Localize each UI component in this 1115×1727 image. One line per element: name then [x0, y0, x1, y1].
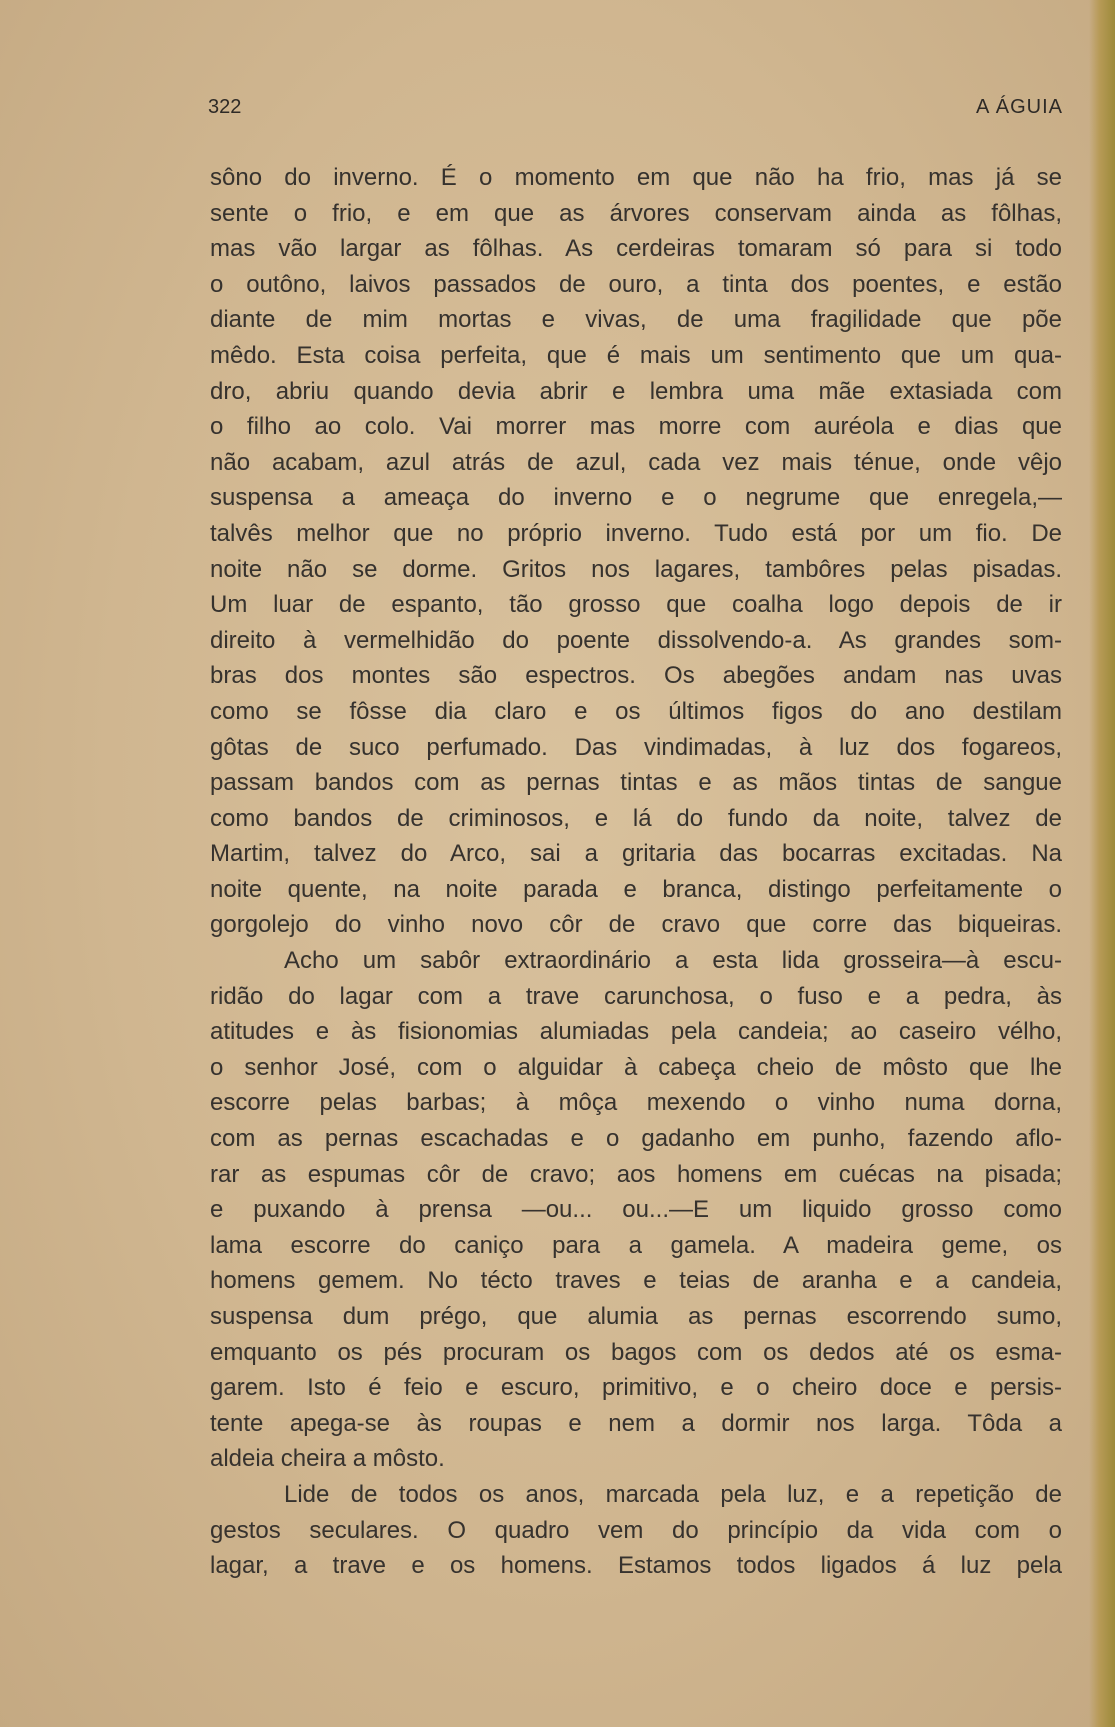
page-number: 322 — [208, 96, 242, 118]
text-line: rar as espumas côr de cravo; aos homens em cuécas na pisada; — [210, 1160, 1062, 1188]
text-line: como se fôsse dia claro e os últimos figos do ano destilam — [210, 697, 1062, 725]
running-head: A ÁGUIA — [975, 96, 1063, 118]
text-line: suspensa a ameaça do inverno e o negrume que enregela,— — [210, 484, 1062, 512]
page-header — [208, 92, 1063, 128]
text-line: atitudes e às fisionomias alumiadas pela candeia; ao caseiro vélho, — [210, 1018, 1062, 1046]
text-line: Martim, talvez do Arco, sai a gritaria das bocarras excitadas. Na — [210, 840, 1062, 868]
text-line: bras dos montes são espectros. Os abegões andam nas uvas — [210, 662, 1062, 690]
body-text — [210, 160, 1062, 1584]
text-line: lama escorre do caniço para a gamela. A madeira geme, os — [210, 1231, 1062, 1259]
text-line: direito à vermelhidão do poente dissolvendo-a. As grandes som- — [210, 626, 1062, 654]
text-line: o outôno, laivos passados de ouro, a tinta dos poentes, e estão — [210, 270, 1062, 298]
page-edge — [1089, 0, 1115, 1727]
text-line: dro, abriu quando devia abrir e lembra uma mãe extasiada com — [210, 377, 1062, 405]
text-line: com as pernas escachadas e o gadanho em punho, fazendo aflo- — [210, 1125, 1062, 1153]
text-line: passam bandos com as pernas tintas e as mãos tintas de sangue — [210, 769, 1062, 797]
text-line: emquanto os pés procuram os bagos com os dedos até os esma- — [210, 1338, 1062, 1366]
text-line: e puxando à prensa —ou... ou...—E um liquido grosso como — [210, 1196, 1062, 1224]
text-line: o filho ao colo. Vai morrer mas morre com auréola e dias que — [210, 413, 1062, 441]
text-line: gestos seculares. O quadro vem do princípio da vida com o — [210, 1516, 1062, 1544]
text-line: lagar, a trave e os homens. Estamos todos ligados á luz pela — [210, 1552, 1062, 1580]
text-line: noite não se dorme. Gritos nos lagares, tambôres pelas pisadas. — [210, 555, 1062, 583]
text-line: noite quente, na noite parada e branca, distingo perfeitamente o — [210, 875, 1062, 903]
text-line: gôtas de suco perfumado. Das vindimadas, à luz dos fogareos, — [210, 733, 1062, 761]
text-line: tente apega-se às roupas e nem a dormir nos larga. Tôda a — [210, 1409, 1062, 1437]
text-line: ridão do lagar com a trave carunchosa, o fuso e a pedra, às — [210, 982, 1062, 1010]
text-line: sôno do inverno. É o momento em que não ha frio, mas já se — [210, 164, 1062, 191]
text-line: não acabam, azul atrás de azul, cada vez mais ténue, onde vêjo — [210, 448, 1062, 476]
text-line: escorre pelas barbas; à môça mexendo o vinho numa dorna, — [210, 1089, 1062, 1117]
text-line: aldeia cheira a môsto. — [210, 1445, 445, 1473]
text-line: Um luar de espanto, tão grosso que coalha logo depois de ir — [210, 591, 1062, 619]
text-line: como bandos de criminosos, e lá do fundo da noite, talvez de — [210, 804, 1062, 832]
text-line: talvês melhor que no próprio inverno. Tudo está por um fio. De — [210, 519, 1062, 547]
text-line: mas vão largar as fôlhas. As cerdeiras tomaram só para si todo — [210, 235, 1062, 263]
text-line: diante de mim mortas e vivas, de uma fragilidade que põe — [210, 306, 1062, 334]
text-line: suspensa dum prégo, que alumia as pernas escorrendo sumo, — [210, 1303, 1062, 1330]
text-line: Lide de todos os anos, marcada pela luz, e a repetição de — [284, 1480, 1062, 1508]
text-line: mêdo. Esta coisa perfeita, que é mais um sentimento que um qua- — [210, 341, 1062, 369]
text-line: sente o frio, e em que as árvores conservam ainda as fôlhas, — [210, 199, 1062, 227]
text-line: Acho um sabôr extraordinário a esta lida grosseira—à escu- — [284, 947, 1062, 975]
text-line: garem. Isto é feio e escuro, primitivo, e o cheiro doce e persis- — [210, 1374, 1062, 1402]
text-line: homens gemem. No técto traves e teias de aranha e a candeia, — [210, 1267, 1062, 1295]
text-line: o senhor José, com o alguidar à cabeça cheio de môsto que lhe — [210, 1053, 1062, 1081]
text-line: gorgolejo do vinho novo côr de cravo que corre das biqueiras. — [210, 911, 1062, 939]
